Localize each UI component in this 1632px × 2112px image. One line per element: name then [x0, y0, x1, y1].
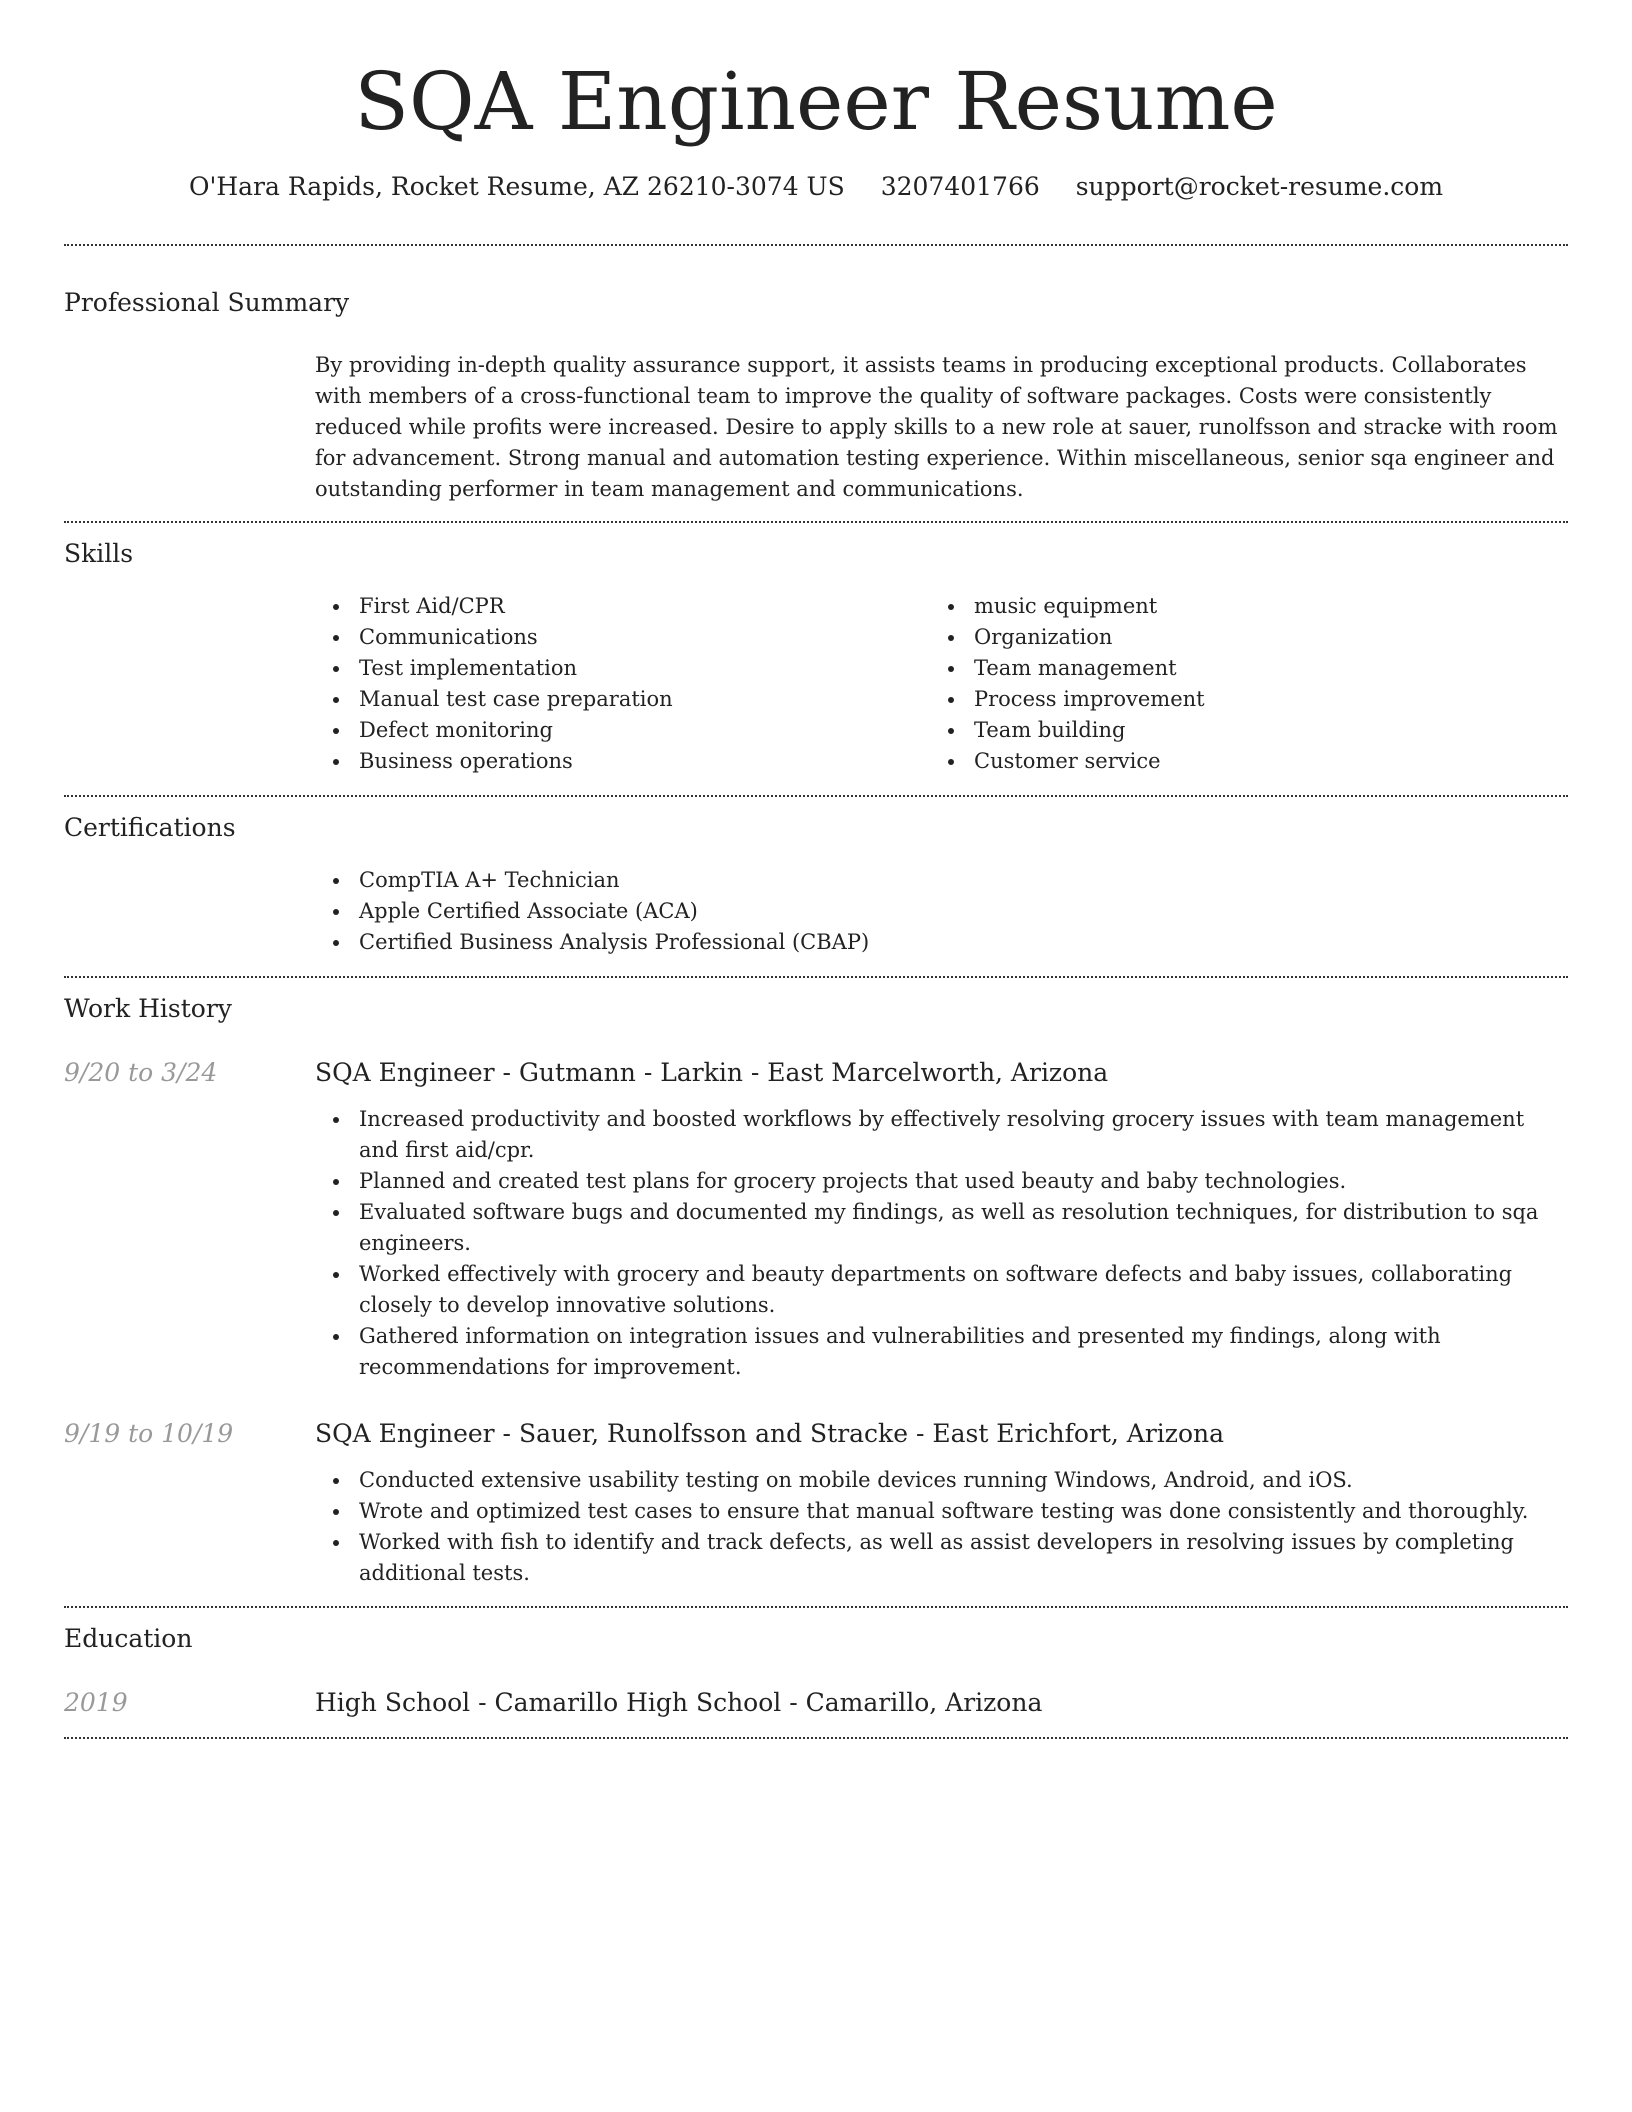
- work-history-heading: Work History: [64, 994, 232, 1023]
- skills-heading: Skills: [64, 539, 134, 568]
- list-item: Wrote and optimized test cases to ensure that manual software testing was done consistently and thoroughly.: [315, 1496, 1568, 1527]
- list-item: Apple Certified Associate (ACA): [315, 896, 1568, 927]
- list-item: Worked with fish to identify and track defects, as well as assist developers in resolving issues by completing additional tests.: [315, 1527, 1568, 1589]
- list-item: Communications: [315, 622, 930, 653]
- list-item: First Aid/CPR: [315, 591, 930, 622]
- list-item: Process improvement: [930, 684, 1545, 715]
- list-item: Certified Business Analysis Professional (CBAP): [315, 927, 1568, 958]
- divider: [64, 521, 1568, 523]
- list-item: Planned and created test plans for grocery projects that used beauty and baby technologies.: [315, 1166, 1568, 1197]
- job-title: SQA Engineer - Sauer, Runolfsson and Stracke - East Erichfort, Arizona: [315, 1419, 1225, 1448]
- divider: [64, 976, 1568, 978]
- job-date: 9/19 to 10/19: [64, 1419, 234, 1448]
- list-item: Defect monitoring: [315, 715, 930, 746]
- list-item: Customer service: [930, 746, 1545, 777]
- summary-section: [64, 286, 1568, 505]
- job-entry: [64, 1417, 1568, 1451]
- certifications-section: [64, 811, 1568, 958]
- divider: [64, 795, 1568, 797]
- education-title: High School - Camarillo High School - Camarillo, Arizona: [315, 1688, 1043, 1717]
- list-item: Increased productivity and boosted workflows by effectively resolving grocery issues with team management and first aid/cpr.: [315, 1104, 1568, 1166]
- divider: [64, 244, 1568, 246]
- skills-columns: [315, 591, 1568, 777]
- contact-address: O'Hara Rapids, Rocket Resume, AZ 26210-3074 US: [188, 172, 845, 201]
- education-section: [64, 1622, 1568, 1720]
- contact-phone: 3207401766: [880, 172, 1040, 201]
- divider: [64, 1606, 1568, 1608]
- education-date: 2019: [64, 1688, 128, 1717]
- list-item: Worked effectively with grocery and beauty departments on software defects and baby issues, collaborating closely to develop innovative solutions.: [315, 1259, 1568, 1321]
- job-bullets: [315, 1465, 1568, 1589]
- list-item: Test implementation: [315, 653, 930, 684]
- list-item: Conducted extensive usability testing on mobile devices running Windows, Android, and iOS.: [315, 1465, 1568, 1496]
- education-entry: [64, 1686, 1568, 1720]
- education-heading: Education: [64, 1624, 193, 1653]
- resume-title: SQA Engineer Resume: [354, 55, 1278, 148]
- list-item: Team building: [930, 715, 1545, 746]
- list-item: Evaluated software bugs and documented my findings, as well as resolution techniques, for distribution to sqa engineers.: [315, 1197, 1568, 1259]
- list-item: Team management: [930, 653, 1545, 684]
- certifications-list: [315, 865, 1568, 958]
- list-item: Gathered information on integration issues and vulnerabilities and presented my findings, along with recommendations for improvement.: [315, 1321, 1568, 1383]
- summary-heading: Professional Summary: [64, 288, 350, 317]
- skills-list-right: [930, 591, 1545, 777]
- job-entry: [64, 1056, 1568, 1090]
- list-item: Organization: [930, 622, 1545, 653]
- job-date: 9/20 to 3/24: [64, 1058, 218, 1087]
- list-item: Manual test case preparation: [315, 684, 930, 715]
- list-item: CompTIA A+ Technician: [315, 865, 1568, 896]
- divider: [64, 1737, 1568, 1739]
- list-item: Business operations: [315, 746, 930, 777]
- contact-email: support@rocket-resume.com: [1075, 172, 1444, 201]
- job-title: SQA Engineer - Gutmann - Larkin - East Marcelworth, Arizona: [315, 1058, 1109, 1087]
- contact-line: [64, 170, 1568, 204]
- list-item: music equipment: [930, 591, 1545, 622]
- job-bullets: [315, 1104, 1568, 1383]
- skills-section: [64, 537, 1568, 777]
- certifications-heading: Certifications: [64, 813, 236, 842]
- work-history-section: [64, 992, 1568, 1589]
- skills-list-left: [315, 591, 930, 777]
- summary-text: By providing in-depth quality assurance support, it assists teams in producing exceptional products. Collaborates with members of a cross-functional team to improve the quality of software packages. Costs were consistently reduced while profits were increased. Desire to apply skills to a new role at sauer, runolfsson and stracke with room for advancement. Strong manual and automation testing experience. Within miscellaneous, senior sqa engineer and outstanding performer in team management and communications.: [315, 353, 1558, 501]
